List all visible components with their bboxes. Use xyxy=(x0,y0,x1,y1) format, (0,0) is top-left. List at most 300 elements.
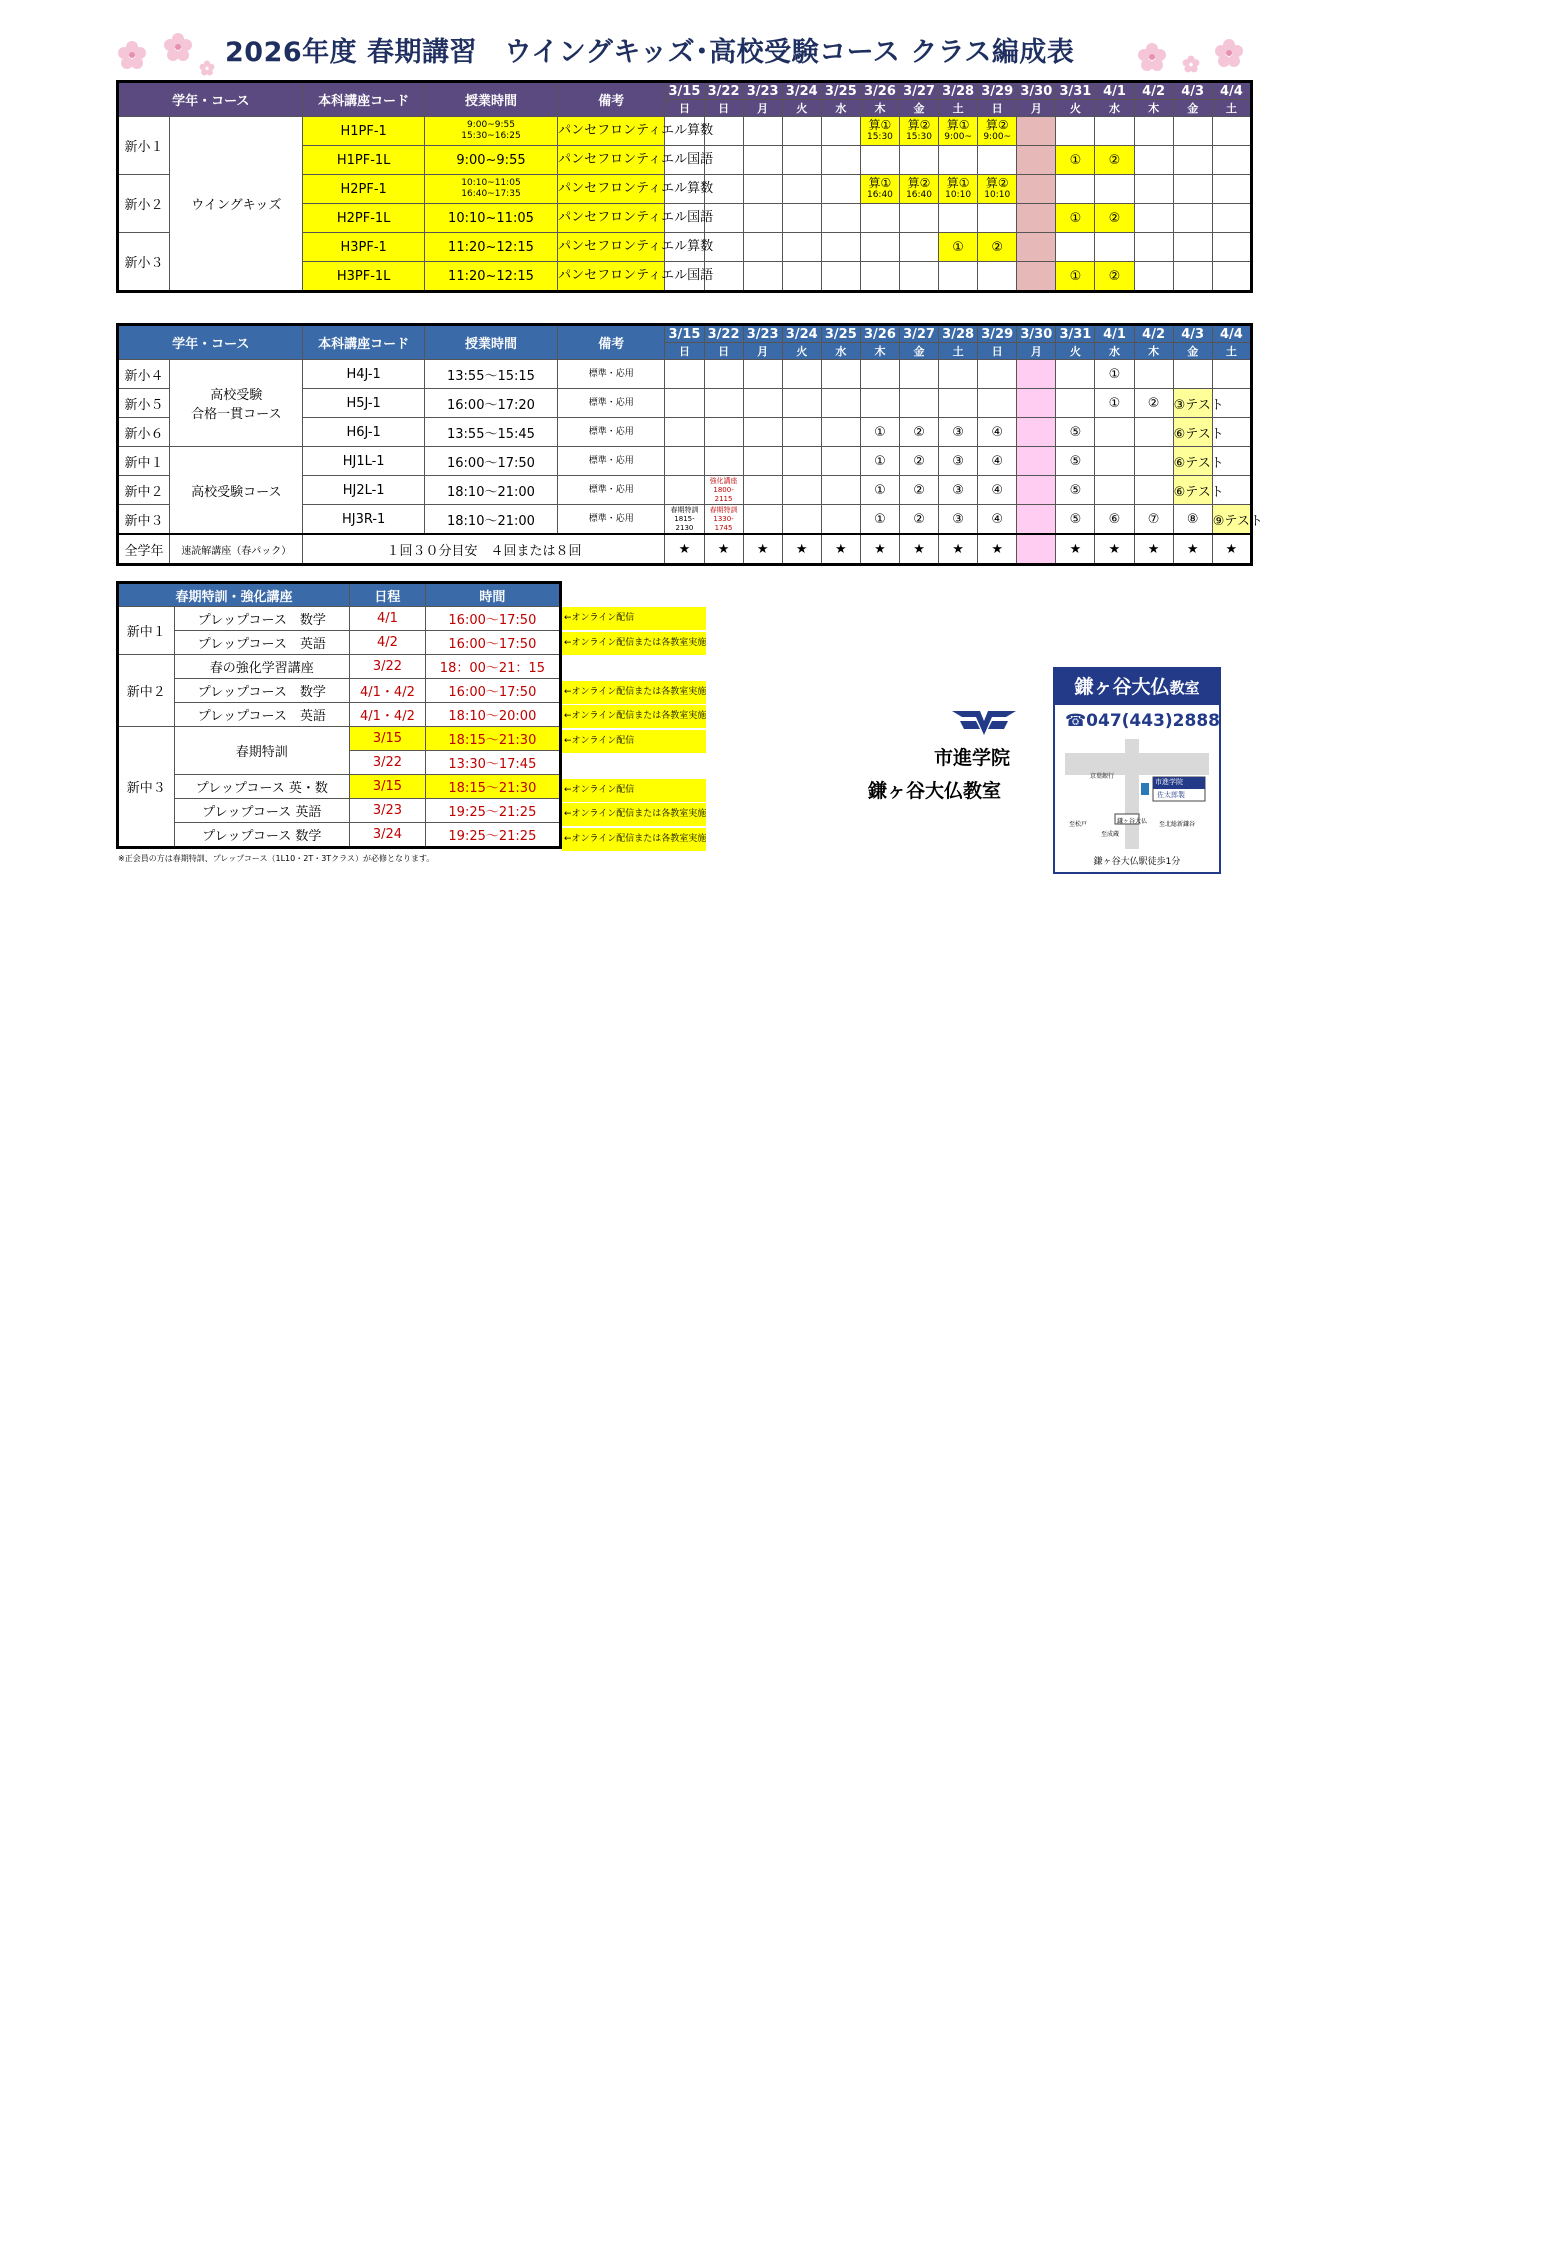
schedule-cell xyxy=(743,418,782,447)
schedule-cell xyxy=(899,204,938,233)
course-date: 3/23 xyxy=(350,799,426,823)
schedule-cell xyxy=(821,117,860,146)
schedule-cell xyxy=(978,360,1017,389)
session-label: 算② xyxy=(907,118,931,132)
class-note: 標準・応用 xyxy=(558,389,665,418)
speed-reading-detail: １回３０分目安 ４回または８回 xyxy=(303,534,665,565)
date-header: 3/22 xyxy=(704,82,743,100)
schedule-cell xyxy=(1134,262,1173,292)
course-code: H1PF-1L xyxy=(303,146,424,175)
schedule-cell xyxy=(1095,447,1134,476)
schedule-cell xyxy=(743,262,782,292)
class-time-2: 15:30~16:25 xyxy=(461,131,521,141)
date-header: 3/30 xyxy=(1017,82,1056,100)
course-code: H2PF-1L xyxy=(303,204,424,233)
class-note: パンセフロンティエル算数 xyxy=(558,233,665,262)
all-grades-row xyxy=(118,534,1252,565)
schedule-cell xyxy=(860,146,899,175)
table-row xyxy=(118,117,1252,146)
schedule-cell xyxy=(1212,262,1251,292)
course-name: プレップコース 英語 xyxy=(174,799,350,823)
course-date: 3/15 xyxy=(350,775,426,799)
weekday-header: 日 xyxy=(665,100,704,117)
date-header: 3/15 xyxy=(665,82,704,100)
class-time: 18:10～21:00 xyxy=(424,476,557,505)
schedule-cell xyxy=(704,360,743,389)
map-label-station: 鎌ヶ谷大仏 xyxy=(1117,818,1148,825)
weekday-header: 火 xyxy=(782,100,821,117)
weekday-header: 金 xyxy=(1173,100,1212,117)
schedule-cell xyxy=(899,262,938,292)
session-time: 15:30 xyxy=(906,132,932,142)
weekday-header: 日 xyxy=(665,343,704,360)
session-label: 算② xyxy=(985,176,1009,190)
course-name: プレップコース 数学 xyxy=(174,679,350,703)
table-row xyxy=(118,703,561,727)
schedule-cell xyxy=(782,418,821,447)
star-cell: ★ xyxy=(1134,534,1173,565)
class-time: 10:10~11:05 xyxy=(424,204,557,233)
schedule-cell: ① xyxy=(860,476,899,505)
class-time-2: 16:40~17:35 xyxy=(461,189,521,199)
schedule-cell xyxy=(782,146,821,175)
schedule-cell xyxy=(743,360,782,389)
weekday-header: 月 xyxy=(743,343,782,360)
schedule-cell xyxy=(782,175,821,204)
session-label: 算① xyxy=(868,118,892,132)
schedule-cell xyxy=(860,389,899,418)
class-note: パンセフロンティエル国語 xyxy=(558,146,665,175)
weekday-header: 火 xyxy=(782,343,821,360)
header-grade: 学年・コース xyxy=(118,325,303,360)
weekday-header: 日 xyxy=(704,100,743,117)
schedule-cell xyxy=(821,146,860,175)
course-name: 春期特訓 xyxy=(174,727,350,775)
schedule-cell: ③ xyxy=(939,505,978,535)
cherry-blossom-icon xyxy=(1137,42,1167,72)
course-date: 3/24 xyxy=(350,823,426,848)
header-date: 日程 xyxy=(350,583,426,607)
schedule-cell xyxy=(821,418,860,447)
course-cell: ウイングキッズ xyxy=(170,117,303,292)
course-cell: 高校受験コース xyxy=(170,447,303,535)
schedule-cell xyxy=(899,360,938,389)
course-time: 19:25～21:25 xyxy=(425,799,560,823)
schedule-cell: 強化講座 1800-2115 xyxy=(704,476,743,505)
schedule-cell xyxy=(1017,204,1056,233)
weekday-header: 日 xyxy=(704,343,743,360)
schedule-cell: ⑨テスト xyxy=(1212,505,1251,535)
delivery-note: ←オンライン配信または各教室実施 xyxy=(562,681,706,704)
weekday-header: 火 xyxy=(1056,100,1095,117)
branch-name: 鎌ヶ谷大仏教室 xyxy=(868,780,1002,802)
star-cell: ★ xyxy=(899,534,938,565)
header-grade: 学年・コース xyxy=(118,82,303,117)
schedule-cell xyxy=(939,204,978,233)
schedule-cell xyxy=(1056,117,1095,146)
delivery-note: ←オンライン配信 xyxy=(562,779,706,802)
class-time: 16:00～17:20 xyxy=(424,389,557,418)
schedule-cell xyxy=(1017,447,1056,476)
class-time-1: 9:00~9:55 xyxy=(466,120,515,130)
schedule-cell xyxy=(1095,117,1134,146)
class-time xyxy=(424,175,557,204)
wingkids-schedule-table xyxy=(116,80,1253,293)
weekday-header: 水 xyxy=(1095,100,1134,117)
schedule-cell xyxy=(1134,476,1173,505)
course-time: 18:15～21:30 xyxy=(425,727,560,751)
star-cell: ★ xyxy=(743,534,782,565)
schedule-cell xyxy=(1212,233,1251,262)
date-header: 3/23 xyxy=(743,82,782,100)
schedule-cell: ① xyxy=(860,418,899,447)
class-time: 13:55～15:15 xyxy=(424,360,557,389)
schedule-cell xyxy=(782,389,821,418)
schedule-cell: ① xyxy=(1056,262,1095,292)
schedule-cell xyxy=(939,389,978,418)
schedule-cell: ⑤ xyxy=(1056,505,1095,535)
course-line-1: 高校受験 xyxy=(210,388,263,403)
header-code: 本科講座コード xyxy=(303,325,424,360)
map-title xyxy=(1055,669,1219,705)
table-row xyxy=(118,679,561,703)
grade-cell: 新小２ xyxy=(118,175,170,233)
schedule-cell xyxy=(743,476,782,505)
schedule-cell: ④ xyxy=(978,418,1017,447)
schedule-cell: ① xyxy=(1095,389,1134,418)
weekday-header: 月 xyxy=(1017,100,1056,117)
star-cell: ★ xyxy=(1095,534,1134,565)
course-date: 3/22 xyxy=(350,655,426,679)
schedule-cell xyxy=(1134,175,1173,204)
schedule-cell xyxy=(1212,146,1251,175)
schedule-cell xyxy=(821,262,860,292)
schedule-cell: ⑤ xyxy=(1056,476,1095,505)
class-note: 標準・応用 xyxy=(558,447,665,476)
class-note: 標準・応用 xyxy=(558,505,665,535)
footnote: ※正会員の方は春期特訓、プレップコース（1L10・2T・3Tクラス）が必修となります。 xyxy=(118,854,435,863)
schedule-cell: ③ xyxy=(939,418,978,447)
grade-cell: 新中１ xyxy=(118,607,175,655)
grade-cell: 新小６ xyxy=(118,418,170,447)
session-time: 9:00~ xyxy=(944,132,972,142)
session-label: 算① xyxy=(946,176,970,190)
schedule-cell xyxy=(1017,476,1056,505)
header-time: 授業時間 xyxy=(424,325,557,360)
date-header: 4/1 xyxy=(1095,325,1134,343)
star-cell: ★ xyxy=(782,534,821,565)
star-cell xyxy=(1017,534,1056,565)
schedule-cell xyxy=(665,360,704,389)
map-label-right: 至北総新鎌谷 xyxy=(1159,821,1196,828)
course-time: 18:15～21:30 xyxy=(425,775,560,799)
grade-cell: 新中３ xyxy=(118,727,175,848)
schedule-cell xyxy=(1134,233,1173,262)
schedule-cell: ⑤ xyxy=(1056,447,1095,476)
schedule-cell xyxy=(1017,233,1056,262)
schedule-cell: ⑥テスト xyxy=(1173,418,1212,447)
schedule-cell xyxy=(1056,389,1095,418)
date-header: 4/4 xyxy=(1212,82,1251,100)
schedule-cell xyxy=(1134,117,1173,146)
course-code: H2PF-1 xyxy=(303,175,424,204)
classroom-map xyxy=(1053,667,1221,874)
schedule-cell: ② xyxy=(1095,146,1134,175)
schedule-cell: ⑦ xyxy=(1134,505,1173,535)
course-date: 4/1 xyxy=(350,607,426,631)
schedule-cell xyxy=(665,447,704,476)
header-code: 本科講座コード xyxy=(303,82,424,117)
schedule-cell xyxy=(821,175,860,204)
schedule-cell xyxy=(821,360,860,389)
map-label-bank: 京葉銀行 xyxy=(1090,773,1115,780)
date-header: 3/29 xyxy=(978,82,1017,100)
schedule-cell: ② xyxy=(899,447,938,476)
schedule-cell: ① xyxy=(1095,360,1134,389)
weekday-header: 土 xyxy=(939,100,978,117)
date-header: 3/26 xyxy=(860,325,899,343)
weekday-header: 金 xyxy=(899,343,938,360)
schedule-cell xyxy=(665,389,704,418)
table-row xyxy=(118,727,561,751)
delivery-note: ←オンライン配信 xyxy=(562,607,706,630)
schedule-cell xyxy=(939,146,978,175)
course-time: 18：00～21：15 xyxy=(425,655,560,679)
course-code: H5J-1 xyxy=(303,389,424,418)
page-title: 2026年度 春期講習 ウイングキッズ･高校受験コース クラス編成表 xyxy=(225,37,1075,68)
schedule-cell xyxy=(1173,175,1212,204)
schedule-cell xyxy=(1095,233,1134,262)
spring-special-course-table xyxy=(116,581,562,849)
date-header: 4/3 xyxy=(1173,82,1212,100)
schedule-cell: ② xyxy=(978,233,1017,262)
schedule-cell xyxy=(1173,117,1212,146)
schedule-cell xyxy=(1017,418,1056,447)
course-time: 16:00～17:50 xyxy=(425,679,560,703)
schedule-cell xyxy=(1134,418,1173,447)
map-caption: 鎌ヶ谷大仏駅徒歩1分 xyxy=(1093,857,1181,867)
date-header: 3/24 xyxy=(782,82,821,100)
star-cell: ★ xyxy=(978,534,1017,565)
class-note: 標準・応用 xyxy=(558,360,665,389)
schedule-cell xyxy=(821,233,860,262)
schedule-cell xyxy=(860,175,899,204)
schedule-cell xyxy=(978,175,1017,204)
schedule-cell xyxy=(782,476,821,505)
course-name: プレップコース 数学 xyxy=(174,823,350,848)
schedule-cell: ② xyxy=(899,418,938,447)
schedule-cell: ⑧ xyxy=(1173,505,1212,535)
weekday-header: 土 xyxy=(1212,100,1251,117)
schedule-cell xyxy=(1017,146,1056,175)
session-label: 算② xyxy=(985,118,1009,132)
date-header: 3/26 xyxy=(860,82,899,100)
star-cell: ★ xyxy=(665,534,704,565)
star-cell: ★ xyxy=(1173,534,1212,565)
schedule-cell xyxy=(978,204,1017,233)
schedule-cell xyxy=(899,117,938,146)
header-note: 備考 xyxy=(558,325,665,360)
map-label-left2: 至成蔵 xyxy=(1101,831,1120,838)
schedule-cell xyxy=(1134,360,1173,389)
schedule-cell xyxy=(1212,175,1251,204)
highschool-course-schedule-table xyxy=(116,323,1263,566)
schedule-cell xyxy=(743,146,782,175)
table-row xyxy=(118,823,561,848)
course-code: H6J-1 xyxy=(303,418,424,447)
date-header: 4/4 xyxy=(1212,325,1251,343)
weekday-header: 月 xyxy=(1017,343,1056,360)
class-time: 18:10～21:00 xyxy=(424,505,557,535)
schedule-cell: ④ xyxy=(978,476,1017,505)
header-time: 時間 xyxy=(425,583,560,607)
schedule-cell xyxy=(860,233,899,262)
header-note: 備考 xyxy=(558,82,665,117)
schedule-cell xyxy=(1173,262,1212,292)
class-time: 11:20~12:15 xyxy=(424,233,557,262)
session-label: 算① xyxy=(868,176,892,190)
schedule-cell xyxy=(821,505,860,535)
class-note: 標準・応用 xyxy=(558,476,665,505)
date-header: 3/23 xyxy=(743,325,782,343)
cherry-blossom-icon xyxy=(1214,38,1244,68)
schedule-cell xyxy=(665,418,704,447)
ichishin-logo xyxy=(950,707,1018,741)
course-cell xyxy=(170,360,303,447)
weekday-header: 火 xyxy=(1056,343,1095,360)
schedule-cell xyxy=(860,262,899,292)
date-header: 4/2 xyxy=(1134,82,1173,100)
course-code: HJ3R-1 xyxy=(303,505,424,535)
date-header: 3/22 xyxy=(704,325,743,343)
schedule-cell xyxy=(821,204,860,233)
course-name: プレップコース 英語 xyxy=(174,631,350,655)
schedule-cell xyxy=(978,262,1017,292)
grade-cell: 新小４ xyxy=(118,360,170,389)
date-header: 3/27 xyxy=(899,82,938,100)
schedule-cell xyxy=(782,360,821,389)
map-title-main: 鎌ヶ谷大仏 xyxy=(1074,676,1170,698)
course-code: H4J-1 xyxy=(303,360,424,389)
schedule-cell xyxy=(1173,233,1212,262)
schedule-cell xyxy=(860,117,899,146)
cherry-blossom-icon xyxy=(117,40,147,70)
course-date: 3/22 xyxy=(350,751,426,775)
schedule-cell xyxy=(821,447,860,476)
schedule-cell: ⑥テスト xyxy=(1173,447,1212,476)
weekday-header: 水 xyxy=(821,343,860,360)
course-time: 16:00～17:50 xyxy=(425,631,560,655)
schedule-cell xyxy=(821,476,860,505)
session-label: 算① xyxy=(946,118,970,132)
date-header: 3/29 xyxy=(978,325,1017,343)
delivery-note: ←オンライン配信または各教室実施 xyxy=(562,705,706,728)
grade-cell: 全学年 xyxy=(118,534,170,565)
course-date: 4/1・4/2 xyxy=(350,703,426,727)
delivery-note: ←オンライン配信 xyxy=(562,730,706,753)
schedule-cell xyxy=(939,175,978,204)
schedule-cell xyxy=(743,175,782,204)
class-note: パンセフロンティエル国語 xyxy=(558,204,665,233)
star-cell: ★ xyxy=(704,534,743,565)
schedule-cell: ④ xyxy=(978,447,1017,476)
weekday-header: 金 xyxy=(899,100,938,117)
schedule-cell xyxy=(899,175,938,204)
course-name: プレップコース 英語 xyxy=(174,703,350,727)
schedule-cell xyxy=(1017,505,1056,535)
class-time: 16:00～17:50 xyxy=(424,447,557,476)
course-time: 13:30～17:45 xyxy=(425,751,560,775)
class-time: 11:20~12:15 xyxy=(424,262,557,292)
schedule-cell xyxy=(743,389,782,418)
schedule-cell xyxy=(860,360,899,389)
grade-cell: 新中３ xyxy=(118,505,170,535)
schedule-cell xyxy=(782,204,821,233)
schedule-cell xyxy=(821,389,860,418)
delivery-note: ←オンライン配信または各教室実施 xyxy=(562,828,706,851)
schedule-cell xyxy=(704,389,743,418)
schedule-cell xyxy=(1173,360,1212,389)
cherry-blossom-icon xyxy=(1182,55,1200,73)
schedule-cell xyxy=(743,117,782,146)
schedule-cell: ② xyxy=(899,505,938,535)
schedule-cell: ③テスト xyxy=(1173,389,1212,418)
session-time: 10:10 xyxy=(945,190,972,200)
course-code: HJ1L-1 xyxy=(303,447,424,476)
course-code: H1PF-1 xyxy=(303,117,424,146)
schedule-cell xyxy=(782,117,821,146)
course-time: 18:10～20:00 xyxy=(425,703,560,727)
session-time: 16:40 xyxy=(866,190,893,200)
header-time: 授業時間 xyxy=(424,82,557,117)
schedule-cell: ⑥テスト xyxy=(1173,476,1212,505)
table-row xyxy=(118,631,561,655)
date-header: 3/15 xyxy=(665,325,704,343)
schedule-cell: ① xyxy=(1056,146,1095,175)
map-title-sub: 教室 xyxy=(1169,679,1200,697)
course-time: 19:25～21:25 xyxy=(425,823,560,848)
class-note: パンセフロンティエル国語 xyxy=(558,262,665,292)
grade-cell: 新中２ xyxy=(118,655,175,727)
schedule-cell xyxy=(1056,175,1095,204)
star-cell: ★ xyxy=(1212,534,1251,565)
date-header: 3/30 xyxy=(1017,325,1056,343)
cherry-blossom-icon xyxy=(199,60,215,76)
schedule-cell xyxy=(1056,233,1095,262)
class-time xyxy=(424,117,557,146)
weekday-header: 日 xyxy=(978,100,1017,117)
schedule-cell xyxy=(782,447,821,476)
schedule-cell xyxy=(899,146,938,175)
star-cell: ★ xyxy=(821,534,860,565)
schedule-cell: ① xyxy=(939,233,978,262)
schedule-cell xyxy=(743,505,782,535)
course-time: 16:00～17:50 xyxy=(425,607,560,631)
street-map xyxy=(1065,739,1209,849)
schedule-cell xyxy=(1212,117,1251,146)
schedule-cell xyxy=(704,447,743,476)
course-line-2: 合格一貫コース xyxy=(191,407,282,422)
grade-cell: 新小１ xyxy=(118,117,170,175)
date-header: 3/25 xyxy=(821,325,860,343)
schedule-cell: ② xyxy=(1095,262,1134,292)
schedule-cell xyxy=(1017,175,1056,204)
map-label-left: 至松戸 xyxy=(1069,821,1088,828)
schedule-cell xyxy=(1017,389,1056,418)
schedule-cell xyxy=(899,389,938,418)
class-note: 標準・応用 xyxy=(558,418,665,447)
schedule-cell xyxy=(939,360,978,389)
